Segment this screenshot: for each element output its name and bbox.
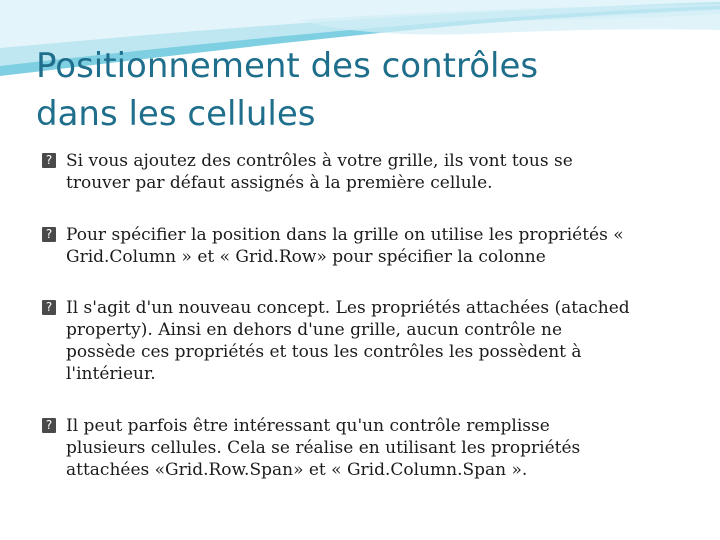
bullet-line: Si vous ajoutez des contrôles à votre grille, ils vont tous se xyxy=(66,151,573,171)
bullet-line: Il s'agit d'un nouveau concept. Les propriétés attachées (atached xyxy=(66,298,630,318)
bullet-line: property). Ainsi en dehors d'une grille, aucun contrôle ne xyxy=(66,320,563,340)
slide-title xyxy=(36,42,696,138)
bullet-item xyxy=(40,415,690,481)
bullet-item xyxy=(40,224,690,268)
bullet-line: possède ces propriétés et tous les contrôles les possèdent à xyxy=(66,342,582,362)
bullet-line: trouver par défaut assignés à la première cellule. xyxy=(66,173,493,193)
bullet-line: Il peut parfois être intéressant qu'un contrôle remplisse xyxy=(66,416,550,436)
bullet-line: plusieurs cellules. Cela se réalise en utilisant les propriétés xyxy=(66,438,581,458)
bullet-list xyxy=(40,150,690,481)
bullet-line: Grid.Column » et « Grid.Row» pour spécifier la colonne xyxy=(66,247,546,267)
bullet-item xyxy=(40,150,690,194)
bullet-line: attachées «Grid.Row.Span» et « Grid.Column.Span ». xyxy=(66,460,528,480)
bullet-marker-icon: ? xyxy=(42,418,56,433)
title-line: dans les cellules xyxy=(36,94,316,134)
bullet-line: l'intérieur. xyxy=(66,364,156,384)
bullet-marker-icon: ? xyxy=(42,300,56,315)
bullet-marker-icon: ? xyxy=(42,227,56,242)
bullet-marker-icon: ? xyxy=(42,153,56,168)
bullet-line: Pour spécifier la position dans la grille on utilise les propriétés « xyxy=(66,225,624,245)
bullet-item xyxy=(40,297,690,385)
title-line: Positionnement des contrôles xyxy=(36,46,539,86)
